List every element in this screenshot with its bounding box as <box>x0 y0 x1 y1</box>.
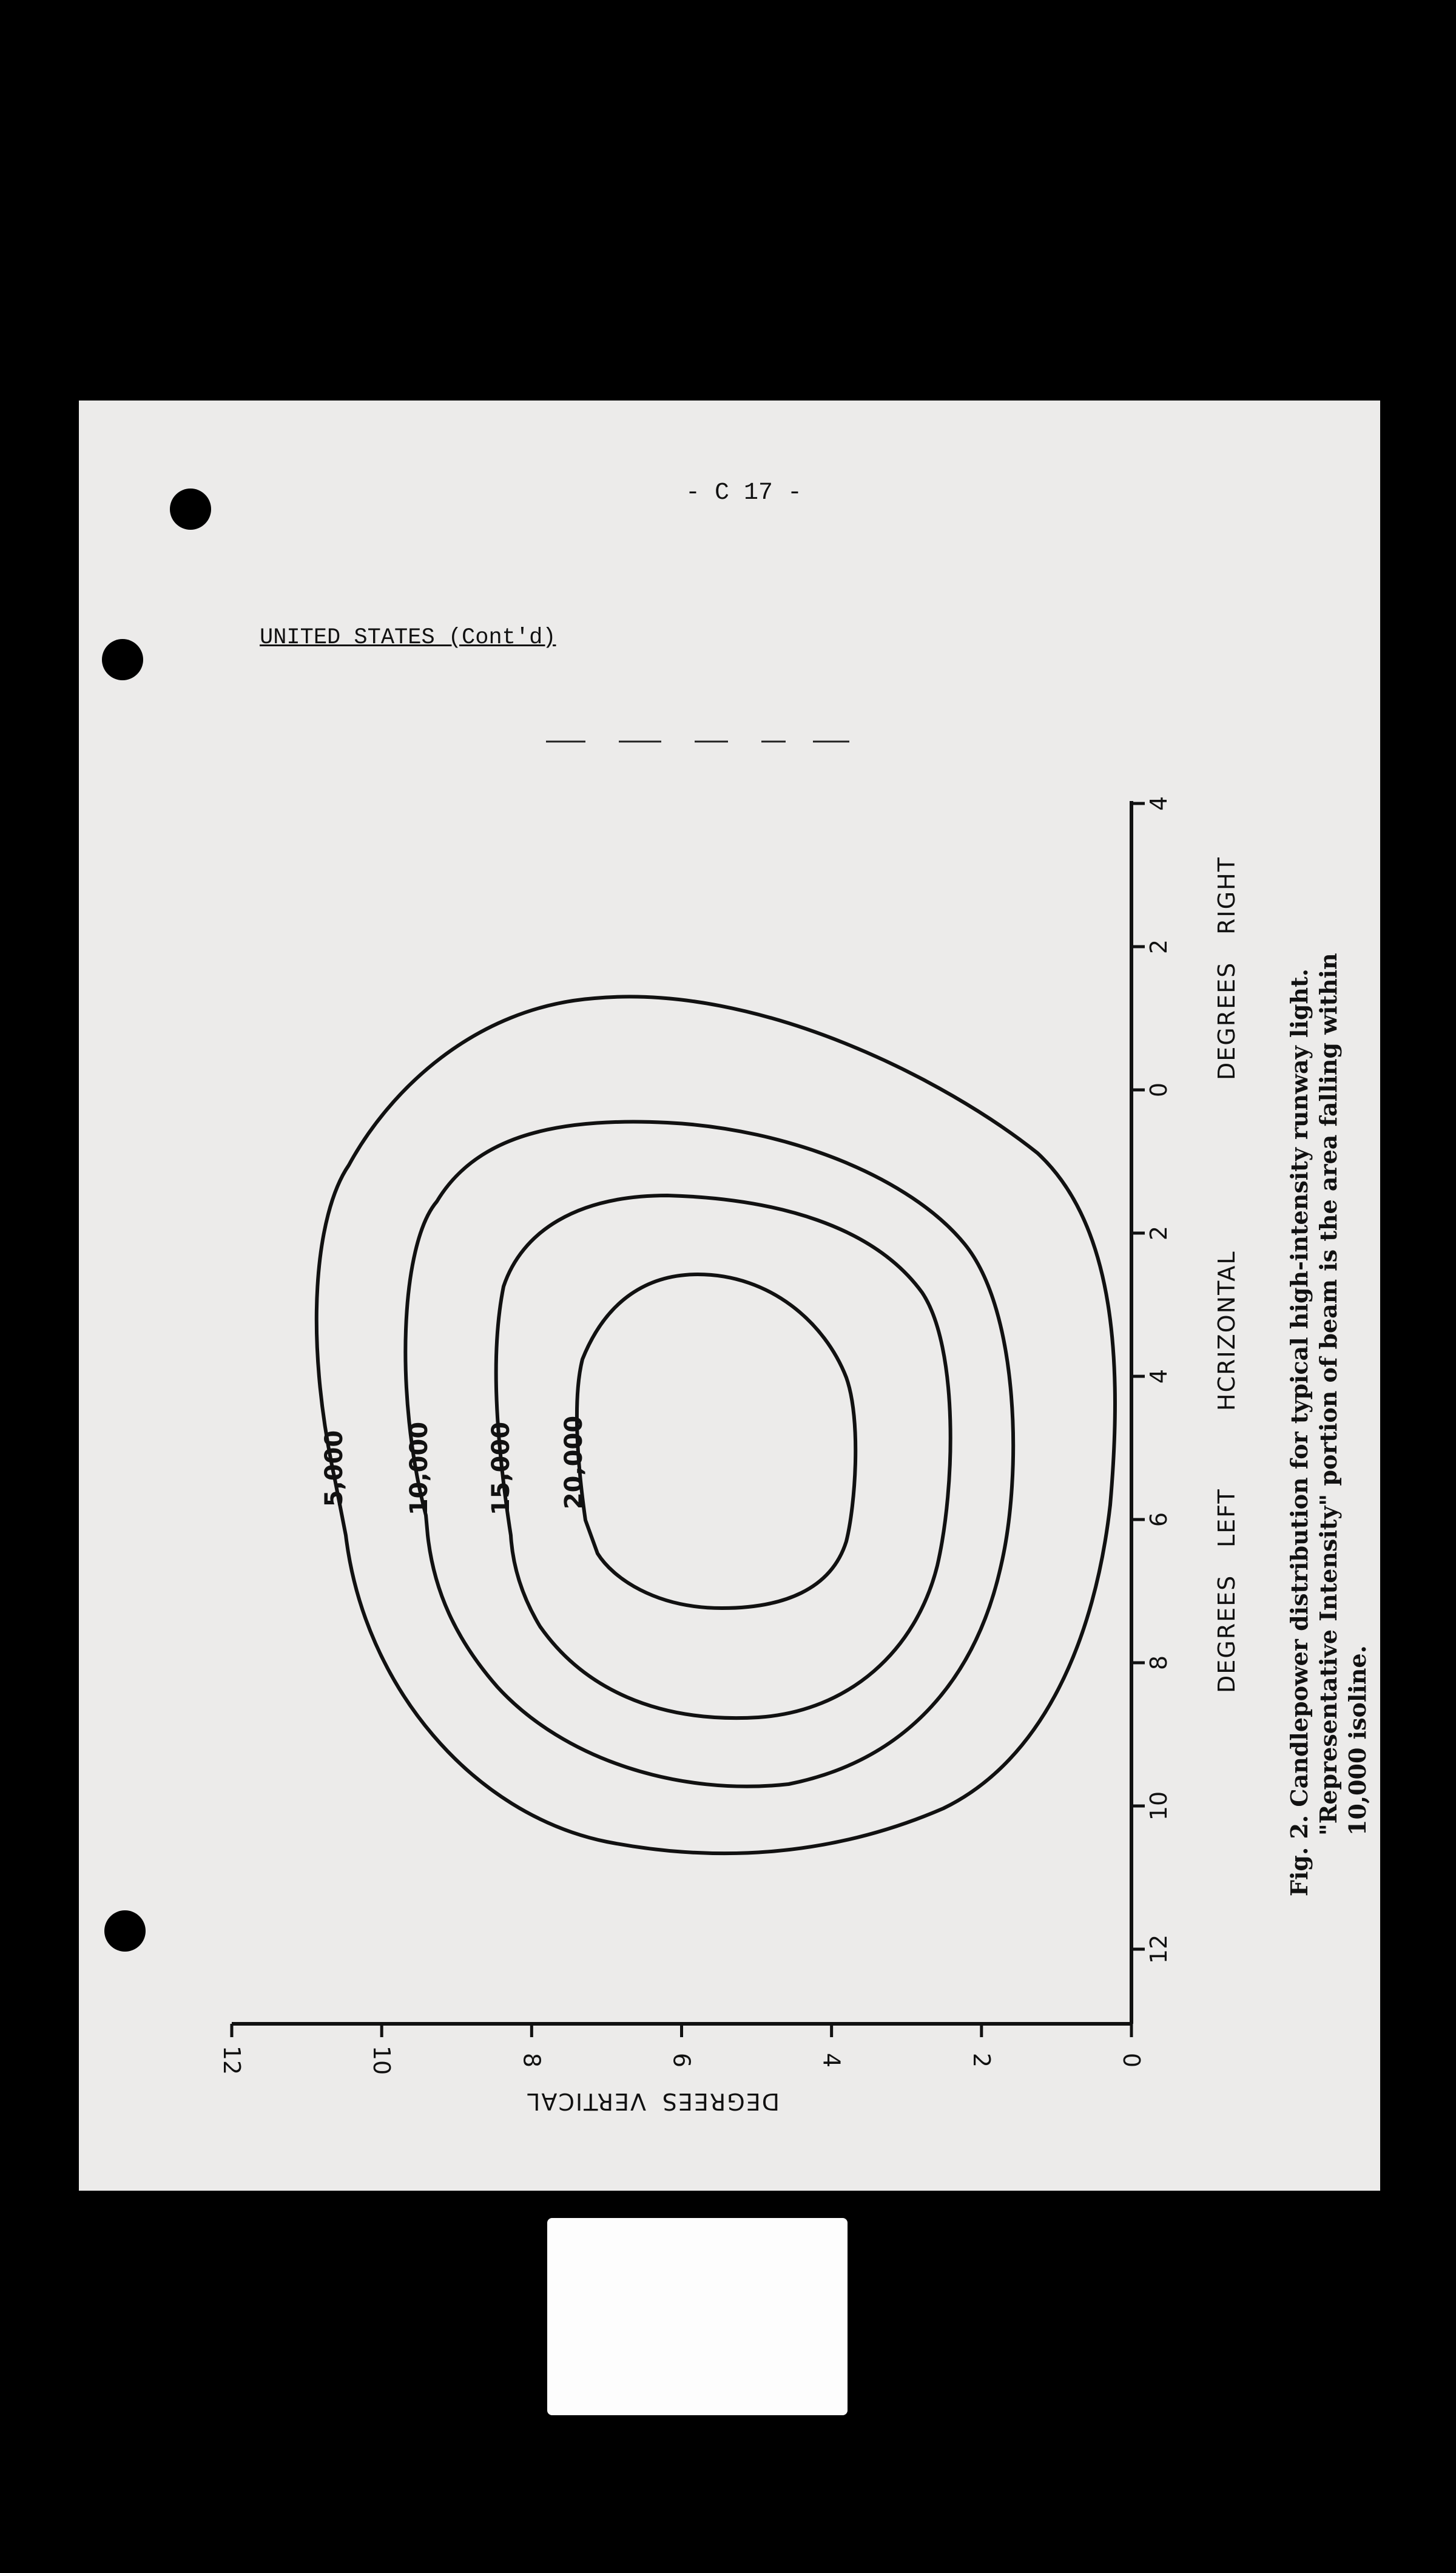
x-tick-label: 12 <box>1145 1934 1172 1964</box>
isoline-20000 <box>577 1274 855 1608</box>
isoline-label-5000: 5,000 <box>320 1430 348 1507</box>
x-tick-label: 0 <box>1145 1082 1172 1098</box>
figure-caption <box>1286 953 1371 1896</box>
axis-word-right: RIGHT <box>1213 856 1240 935</box>
x-tick-label: 6 <box>1145 1512 1172 1527</box>
axis-word-vertical: VERTICAL <box>526 2088 646 2115</box>
isolines <box>317 996 1115 1853</box>
page-number: - C 17 - <box>686 479 803 507</box>
x-tick-label: 2 <box>1145 1225 1172 1241</box>
caption-line-3: 10,000 isoline. <box>1344 1645 1371 1836</box>
horizontal-axis-title <box>1213 856 1240 1693</box>
axis-word-degrees-vertical: DEGREES <box>661 2088 780 2115</box>
caption-line-1: Fig. 2. Candlepower distribution for typical high-intensity runway light. <box>1286 969 1313 1896</box>
x-tick-label: 8 <box>1145 1655 1172 1671</box>
axis-word-degrees-right: DEGREES <box>1213 961 1240 1080</box>
y-tick-label: 10 <box>368 2045 396 2075</box>
isoline-5000 <box>317 996 1115 1853</box>
isoline-label-20000: 20,000 <box>560 1415 588 1510</box>
caption-line-2: "Representative Intensity" portion of beam is the area falling within <box>1315 953 1342 1836</box>
y-tick-label: 12 <box>218 2045 245 2075</box>
y-tick-label: 6 <box>668 2052 695 2068</box>
axis-word-left: LEFT <box>1213 1488 1240 1547</box>
y-tick-label: 4 <box>818 2052 845 2068</box>
isoline-label-15000: 15,000 <box>487 1421 515 1516</box>
axis-word-horizontal: HCRIZONTAL <box>1213 1250 1240 1411</box>
axis-word-degrees-left: DEGREES <box>1213 1574 1240 1693</box>
y-tick-label: 0 <box>1118 2052 1145 2068</box>
horizontal-axis-ticks <box>1131 796 1172 1964</box>
isoline-label-10000: 10,000 <box>405 1421 433 1516</box>
y-tick-label: 8 <box>518 2052 545 2068</box>
x-tick-label: 4 <box>1145 1368 1172 1384</box>
axes <box>232 801 1131 2024</box>
section-heading: UNITED STATES (Cont'd) <box>260 625 556 651</box>
isoline-labels <box>320 1416 588 1515</box>
vertical-axis-title <box>526 2088 780 2115</box>
y-tick-label: 2 <box>968 2052 995 2068</box>
x-tick-label: 4 <box>1145 796 1172 811</box>
x-tick-label: 2 <box>1145 939 1172 955</box>
x-tick-label: 10 <box>1145 1791 1172 1821</box>
vertical-axis-ticks <box>218 2024 1145 2075</box>
white-label-tab <box>547 2218 848 2415</box>
